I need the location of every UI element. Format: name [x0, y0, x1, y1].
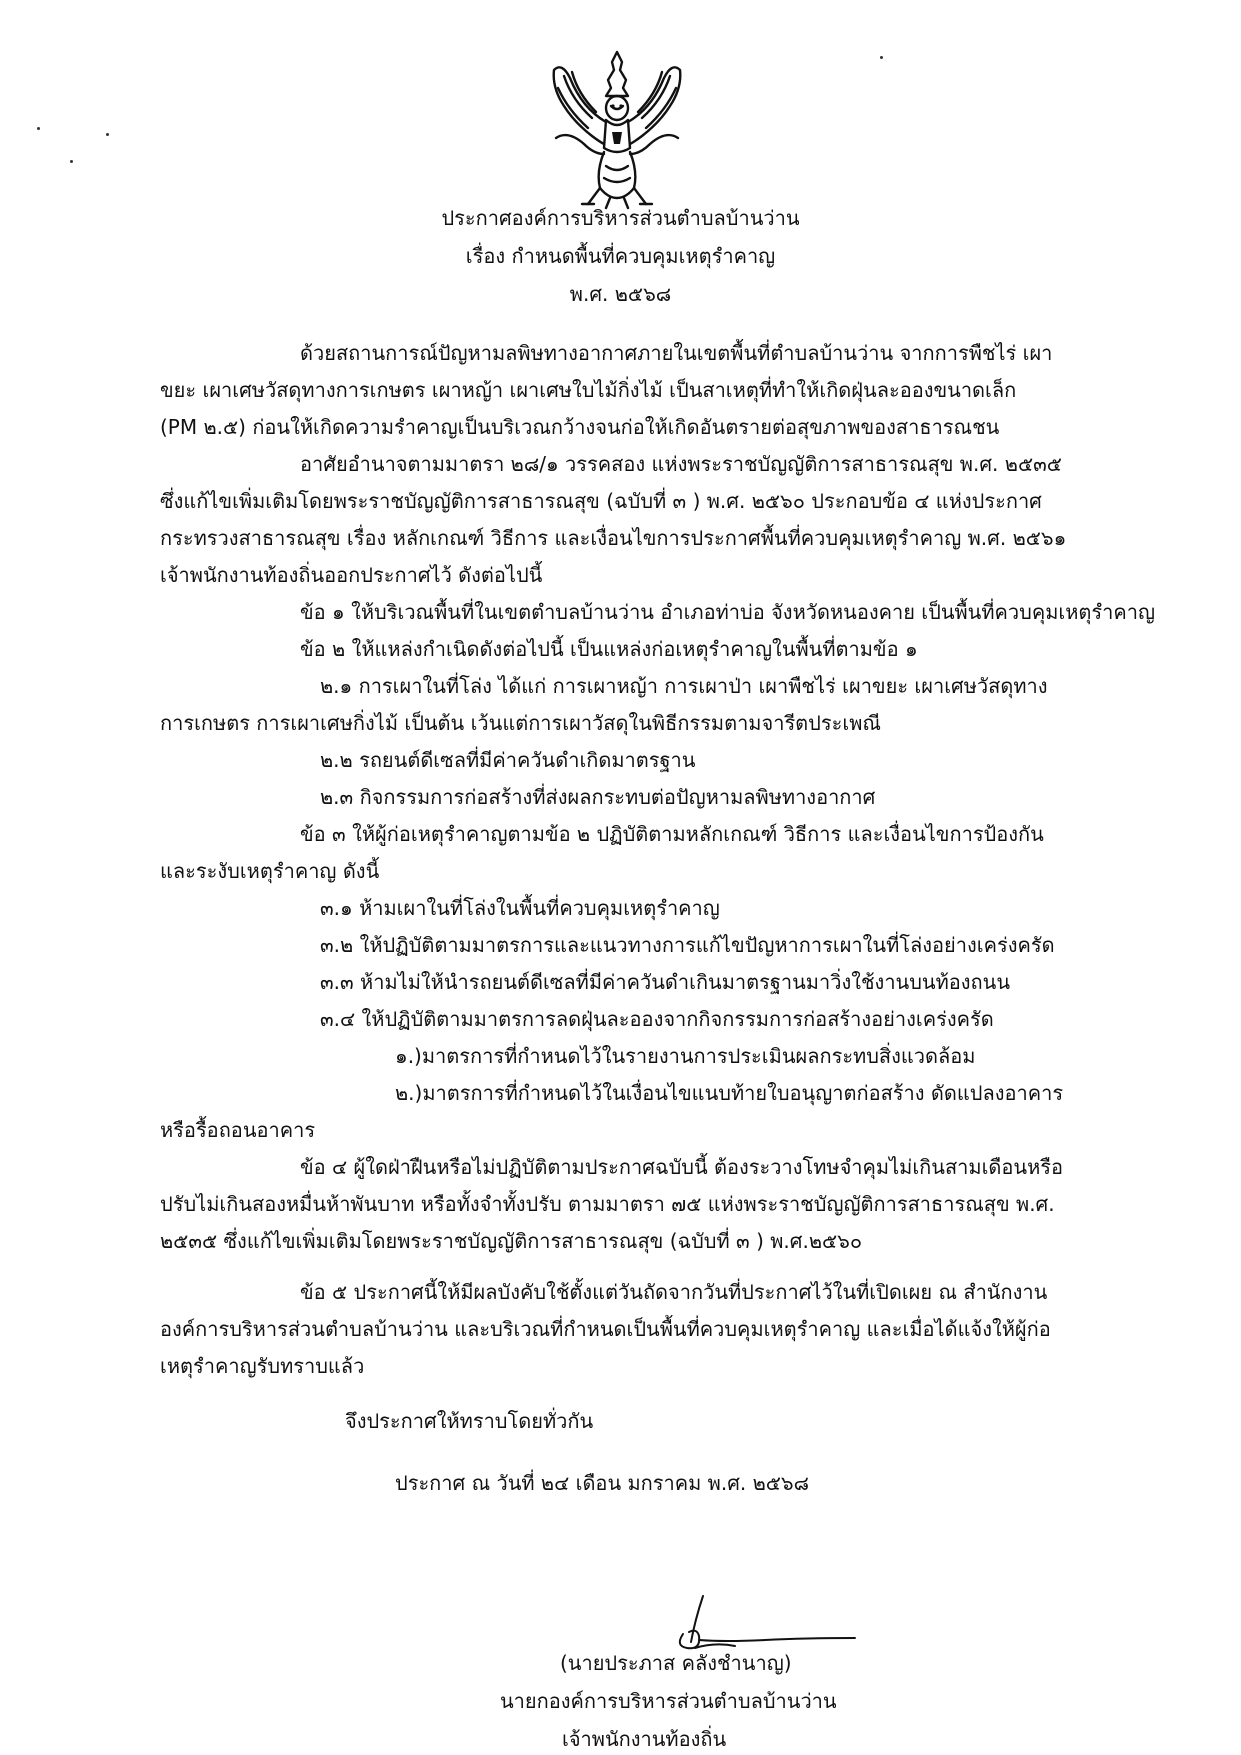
announcement-year: พ.ศ. ๒๕๖๘: [569, 282, 672, 306]
clause-3-4-item-2: ๒.)มาตรการที่กำหนดไว้ในเงื่อนไขแนบท้ายใบอนุญาตก่อสร้าง ดัดแปลงอาคาร: [395, 1081, 1064, 1105]
clause-5-cont: เหตุรำคาญรับทราบแล้ว: [160, 1354, 365, 1378]
clause-2-1: ๒.๑ การเผาในที่โล่ง ได้แก่ การเผาหญ้า การเผาป่า เผาพืชไร่ เผาขยะ เผาเศษวัสดุทาง: [320, 674, 1048, 698]
scan-speck: [37, 127, 40, 130]
clause-2-2: ๒.๒ รถยนต์ดีเซลที่มีค่าควันดำเกิดมาตรฐาน: [320, 748, 696, 772]
announcement-date: ประกาศ ณ วันที่ ๒๔ เดือน มกราคม พ.ศ. ๒๕๖๘: [395, 1471, 810, 1495]
clause-2-1-cont: การเกษตร การเผาเศษกิ่งไม้ เป็นต้น เว้นแต่การเผาวัสดุในพิธีกรรมตามจารีตประเพณี: [160, 711, 881, 735]
clause-3-1: ๓.๑ ห้ามเผาในที่โล่งในพื้นที่ควบคุมเหตุรำคาญ: [320, 896, 720, 920]
clause-3: ข้อ ๓ ให้ผู้ก่อเหตุรำคาญตามข้อ ๒ ปฏิบัติตามหลักเกณฑ์ วิธีการ และเงื่อนไขการป้องกัน: [300, 822, 1044, 846]
scan-speck: [106, 133, 109, 136]
scan-speck: [880, 56, 883, 59]
closing-notice: จึงประกาศให้ทราบโดยทั่วกัน: [345, 1409, 594, 1433]
announcement-title: ประกาศองค์การบริหารส่วนตำบลบ้านว่าน: [441, 206, 800, 230]
clause-3-4-item-2-cont: หรือรื้อถอนอาคาร: [160, 1118, 316, 1142]
paragraph-line: เจ้าพนักงานท้องถิ่นออกประกาศไว้ ดังต่อไปนี้: [160, 563, 543, 587]
clause-3-cont: และระงับเหตุรำคาญ ดังนี้: [160, 859, 380, 883]
paragraph-line: กระทรวงสาธารณสุข เรื่อง หลักเกณฑ์ วิธีการ และเงื่อนไขการประกาศพื้นที่ควบคุมเหตุรำคาญ พ.ศ. ๒๕๖๑: [160, 526, 1067, 550]
clause-5-cont: องค์การบริหารส่วนตำบลบ้านว่าน และบริเวณที่กำหนดเป็นพื้นที่ควบคุมเหตุรำคาญ และเมื่อได้แจ้งให้ผู้ก่อ: [160, 1317, 1051, 1341]
clause-2-3: ๒.๓ กิจกรรมการก่อสร้างที่ส่งผลกระทบต่อปัญหามลพิษทางอากาศ: [320, 785, 876, 809]
announcement-subject: เรื่อง กำหนดพื้นที่ควบคุมเหตุรำคาญ: [465, 244, 776, 268]
clause-4: ข้อ ๔ ผู้ใดฝ่าฝืนหรือไม่ปฏิบัติตามประกาศฉบับนี้ ต้องระวางโทษจำคุมไม่เกินสามเดือนหรือ: [300, 1155, 1064, 1179]
signer-name: (นายประภาส คลังชำนาญ): [560, 1651, 792, 1675]
clause-3-4-item-1: ๑.)มาตรการที่กำหนดไว้ในรายงานการประเมินผลกระทบสิ่งแวดล้อม: [395, 1044, 976, 1068]
signer-role: เจ้าพนักงานท้องถิ่น: [562, 1727, 727, 1751]
signer-title: นายกองค์การบริหารส่วนตำบลบ้านว่าน: [500, 1689, 837, 1713]
clause-4-cont: ๒๕๓๕ ซึ่งแก้ไขเพิ่มเติมโดยพระราชบัญญัติการสาธารณสุข (ฉบับที่ ๓ ) พ.ศ.๒๕๖๐: [160, 1229, 863, 1253]
clause-3-4: ๓.๔ ให้ปฏิบัติตามมาตรการลดฝุ่นละอองจากกิจกรรมการก่อสร้างอย่างเคร่งครัด: [320, 1007, 994, 1031]
clause-1: ข้อ ๑ ให้บริเวณพื้นที่ในเขตตำบลบ้านว่าน อำเภอท่าบ่อ จังหวัดหนองคาย เป็นพื้นที่ควบคุมเหตุรำคาญ: [300, 600, 1156, 624]
clause-4-cont: ปรับไม่เกินสองหมื่นห้าพันบาท หรือทั้งจำทั้งปรับ ตามมาตรา ๗๕ แห่งพระราชบัญญัติการสาธารณสุข พ.ศ.: [160, 1192, 1055, 1216]
garuda-emblem-icon: [542, 48, 692, 213]
scan-speck: [70, 160, 73, 163]
paragraph-line: ด้วยสถานการณ์ปัญหามลพิษทางอากาศภายในเขตพื้นที่ตำบลบ้านว่าน จากการพืชไร่ เผา: [300, 341, 1053, 365]
paragraph-line: อาศัยอำนาจตามมาตรา ๒๘/๑ วรรคสอง แห่งพระราชบัญญัติการสาธารณสุข พ.ศ. ๒๕๓๕: [300, 452, 1062, 476]
clause-3-2: ๓.๒ ให้ปฏิบัติตามมาตรการและแนวทางการแก้ไขปัญหาการเผาในที่โล่งอย่างเคร่งครัด: [320, 933, 1055, 957]
clause-3-3: ๓.๓ ห้ามไม่ให้นำรถยนต์ดีเซลที่มีค่าควันดำเกินมาตรฐานมาวิ่งใช้งานบนท้องถนน: [320, 970, 1011, 994]
paragraph-line: ซึ่งแก้ไขเพิ่มเติมโดยพระราชบัญญัติการสาธารณสุข (ฉบับที่ ๓ ) พ.ศ. ๒๕๖๐ ประกอบข้อ ๔ แห่งประกาศ: [160, 489, 1042, 513]
clause-5: ข้อ ๕ ประกาศนี้ให้มีผลบังคับใช้ตั้งแต่วันถัดจากวันที่ประกาศไว้ในที่เปิดเผย ณ สำนักงาน: [300, 1280, 1048, 1304]
paragraph-line: ขยะ เผาเศษวัสดุทางการเกษตร เผาหญ้า เผาเศษใบไม้กิ่งไม้ เป็นสาเหตุที่ทำให้เกิดฝุ่นละอองขนาดเล็ก: [160, 378, 1017, 402]
clause-2: ข้อ ๒ ให้แหล่งกำเนิดดังต่อไปนี้ เป็นแหล่งก่อเหตุรำคาญในพื้นที่ตามข้อ ๑: [300, 637, 918, 661]
paragraph-line: (PM ๒.๕) ก่อนให้เกิดความรำคาญเป็นบริเวณกว้างจนก่อให้เกิดอันตรายต่อสุขภาพของสาธารณชน: [160, 415, 1000, 439]
